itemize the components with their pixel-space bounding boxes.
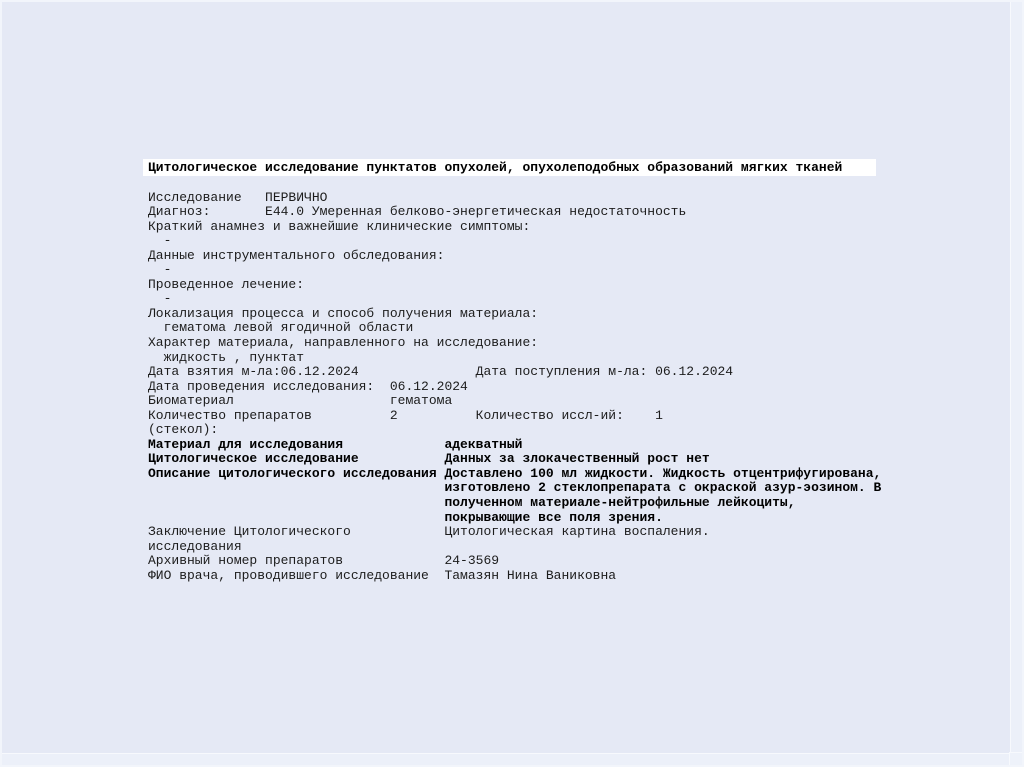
horizontal-scrollbar[interactable]	[2, 753, 1010, 765]
line-study-date: Дата проведения исследования: 06.12.2024	[148, 378, 468, 394]
line-doctor-name: ФИО врача, проводившего исследование Тамазян Нина Ваниковна	[148, 567, 617, 583]
line-description-3: полученном материале-нейтрофильные лейкоциты,	[148, 495, 796, 511]
vertical-scrollbar[interactable]	[1010, 2, 1022, 753]
line-sampling-dates: Дата взятия м-ла:06.12.2024 Дата поступления м-ла: 06.12.2024	[148, 364, 734, 380]
line-material-nature-label: Характер материала, направленного на исследование:	[148, 335, 539, 351]
line-conclusion-cont: исследования	[148, 538, 242, 554]
line-localization-value: гематома левой ягодичной области	[148, 320, 414, 336]
line-instrumental-data-value: -	[148, 262, 172, 278]
line-anamnesis-label: Краткий анамнез и важнейшие клинические симптомы:	[148, 218, 531, 234]
line-localization-label: Локализация процесса и способ получения материала:	[148, 305, 539, 321]
blank-line	[148, 176, 881, 191]
report-title: Цитологическое исследование пунктатов опухолей, опухолеподобных образований мягких тканей	[143, 159, 876, 176]
cytology-report	[143, 159, 881, 583]
line-description-2: изготовлено 2 стеклопрепарата с окраской азур-эозином. В	[148, 480, 882, 496]
line-anamnesis-value: -	[148, 233, 172, 249]
line-treatment-label: Проведенное лечение:	[148, 276, 305, 292]
report-body	[143, 176, 881, 583]
line-instrumental-data-label: Данные инструментального обследования:	[148, 247, 445, 263]
line-material-nature-value: жидкость , пунктат	[148, 349, 305, 365]
line-slides-label: (стекол):	[148, 422, 219, 438]
line-diagnosis: Диагноз: E44.0 Умеренная белково-энергетическая недостаточность	[148, 204, 687, 220]
line-conclusion: Заключение Цитологического Цитологическая картина воспаления.	[148, 524, 710, 540]
line-material-adequacy: Материал для исследования адекватный	[148, 436, 523, 452]
line-description-1: Описание цитологического исследования Доставлено 100 мл жидкости. Жидкость отцентрифугирована,	[148, 465, 882, 481]
line-specimen-counts: Количество препаратов 2 Количество иссл-ий: 1	[148, 407, 663, 423]
line-biomaterial: Биоматериал гематома	[148, 393, 453, 409]
line-archive-number: Архивный номер препаратов 24-3569	[148, 553, 500, 569]
scrollbar-corner	[1009, 752, 1022, 765]
line-treatment-value: -	[148, 291, 172, 307]
line-cytology-result: Цитологическое исследование Данных за злокачественный рост нет	[148, 451, 710, 467]
line-study-type: Исследование ПЕРВИЧНО	[148, 189, 328, 205]
line-description-4: покрывающие все поля зрения.	[148, 509, 663, 525]
